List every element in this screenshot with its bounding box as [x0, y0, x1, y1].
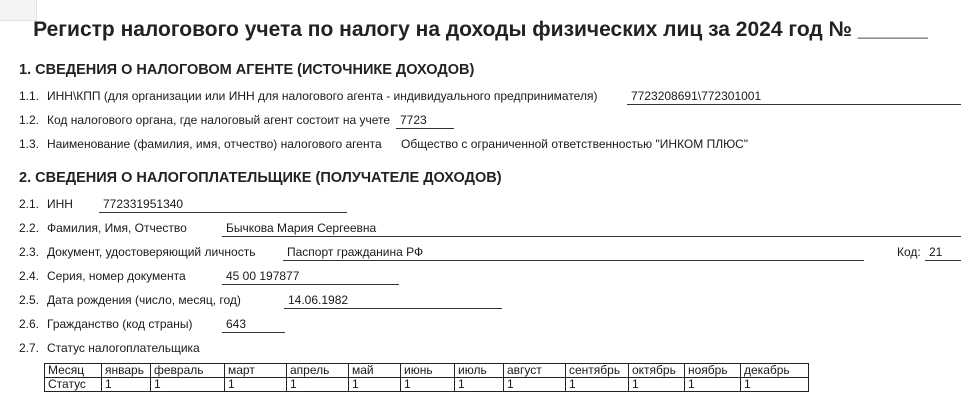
row-number: 2.7. — [19, 341, 40, 355]
agent-inn-kpp-value[interactable]: 7723208691\772301001 — [627, 88, 961, 105]
section-1-heading: 1. СВЕДЕНИЯ О НАЛОГОВОМ АГЕНТЕ (ИСТОЧНИКЕ ДОХОДОВ) — [19, 62, 475, 78]
month-header-cell: октябрь — [629, 364, 685, 378]
status-value-cell[interactable]: 1 — [102, 378, 151, 392]
taxpayer-inn-label: ИНН — [47, 197, 73, 211]
status-table-header-row — [45, 364, 809, 378]
agent-name-label: Наименование (фамилия, имя, отчество) налогового агента — [47, 137, 382, 151]
status-value-cell[interactable]: 1 — [504, 378, 566, 392]
document-series-number-label: Серия, номер документа — [47, 269, 186, 283]
month-header-cell: август — [504, 364, 566, 378]
month-header-cell: май — [349, 364, 401, 378]
month-header-cell: февраль — [151, 364, 225, 378]
tax-office-code-label: Код налогового органа, где налоговый агент состоит на учете — [47, 113, 391, 127]
row-number: 2.3. — [19, 245, 40, 259]
row-number: 2.5. — [19, 293, 40, 307]
status-value-cell[interactable]: 1 — [741, 378, 809, 392]
document-code-label: Код: — [897, 245, 921, 259]
status-value-cell[interactable]: 1 — [151, 378, 225, 392]
status-value-cell[interactable]: 1 — [455, 378, 504, 392]
status-value-cell[interactable]: 1 — [566, 378, 629, 392]
document-code-value[interactable]: 21 — [925, 244, 961, 261]
taxpayer-inn-value[interactable]: 772331951340 — [99, 196, 347, 213]
month-header-cell: Месяц — [45, 364, 102, 378]
agent-name-value[interactable]: Общество с ограниченной ответственностью "ИНКОМ ПЛЮС" — [401, 137, 749, 151]
month-header-cell: апрель — [287, 364, 349, 378]
taxpayer-status-label: Статус налогоплательщика — [47, 341, 200, 355]
row-number: 1.2. — [19, 113, 40, 127]
citizenship-label: Гражданство (код страны) — [47, 317, 193, 331]
month-header-cell: ноябрь — [685, 364, 741, 378]
row-number: 1.1. — [19, 89, 40, 103]
row-number: 2.6. — [19, 317, 40, 331]
month-header-cell: июнь — [401, 364, 455, 378]
full-name-value[interactable]: Бычкова Мария Сергеевна — [222, 220, 961, 237]
status-value-cell[interactable]: 1 — [349, 378, 401, 392]
birth-date-value[interactable]: 14.06.1982 — [284, 292, 502, 309]
birth-date-label: Дата рождения (число, месяц, год) — [47, 293, 241, 307]
document-series-number-value[interactable]: 45 00 197877 — [222, 268, 399, 285]
row-number: 1.3. — [19, 137, 40, 151]
register-title: Регистр налогового учета по налогу на доходы физических лиц за 2024 год № ______ — [33, 18, 928, 41]
status-row-label: Статус — [45, 378, 102, 392]
tax-office-code-value[interactable]: 7723 — [396, 112, 454, 129]
month-header-cell: сентябрь — [566, 364, 629, 378]
status-table-value-row — [45, 378, 809, 392]
agent-inn-kpp-label: ИНН\КПП (для организации или ИНН для налогового агента - индивидуального предпринимателя) — [47, 89, 598, 103]
status-value-cell[interactable]: 1 — [401, 378, 455, 392]
full-name-label: Фамилия, Имя, Отчество — [47, 221, 187, 235]
row-number: 2.1. — [19, 197, 40, 211]
month-header-cell: декабрь — [741, 364, 809, 378]
section-2-heading: 2. СВЕДЕНИЯ О НАЛОГОПЛАТЕЛЬЩИКЕ (ПОЛУЧАТЕЛЕ ДОХОДОВ) — [19, 170, 502, 186]
status-table — [44, 363, 809, 392]
status-value-cell[interactable]: 1 — [287, 378, 349, 392]
row-number: 2.2. — [19, 221, 40, 235]
status-value-cell[interactable]: 1 — [225, 378, 287, 392]
row-number: 2.4. — [19, 269, 40, 283]
month-header-cell: июль — [455, 364, 504, 378]
month-header-cell: март — [225, 364, 287, 378]
citizenship-value[interactable]: 643 — [222, 316, 285, 333]
id-document-label: Документ, удостоверяющий личность — [47, 245, 256, 259]
month-header-cell: январь — [102, 364, 151, 378]
id-document-value[interactable]: Паспорт гражданина РФ — [283, 244, 864, 261]
status-value-cell[interactable]: 1 — [629, 378, 685, 392]
status-value-cell[interactable]: 1 — [685, 378, 741, 392]
